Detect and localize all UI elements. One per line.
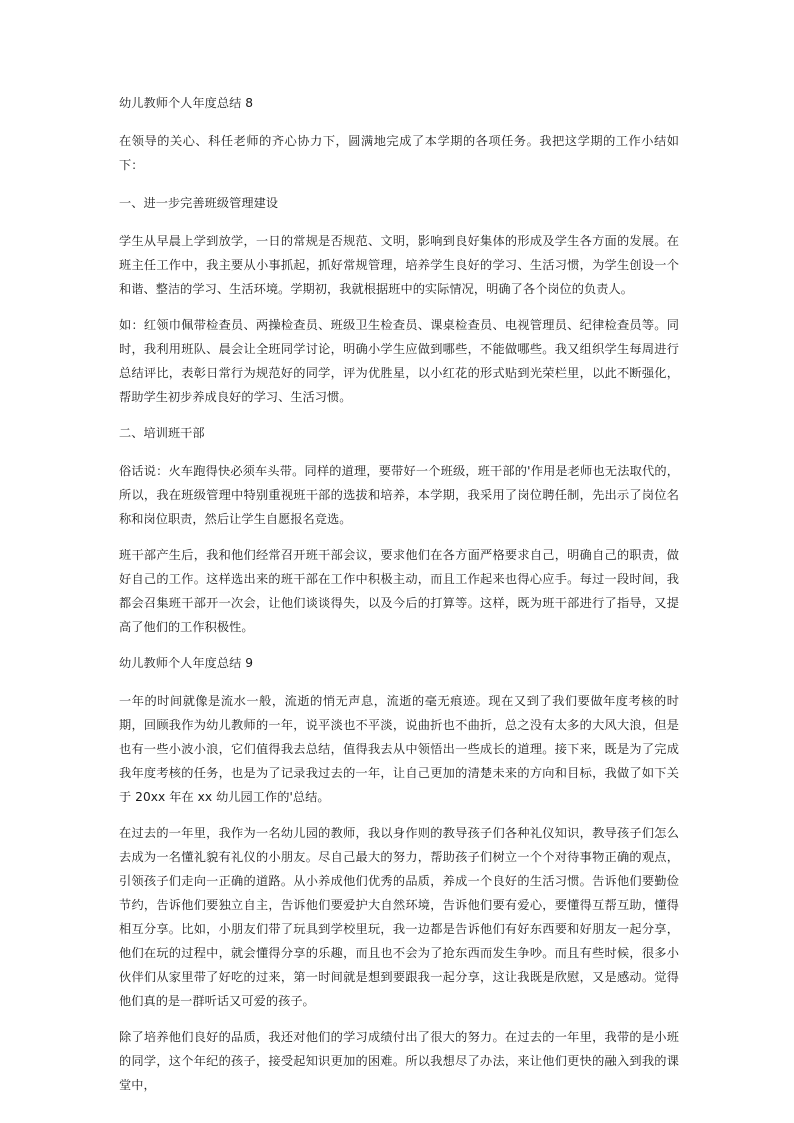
- intro-paragraph: 在领导的关心、科任老师的齐心协力下，圆满地完成了本学期的各项任务。我把这学期的工作小结如下：: [119, 134, 679, 172]
- paragraph-daily-routine: 学生从早晨上学到放学，一日的常规是否规范、文明，影响到良好集体的形成及学生各方面的发展。在班主任工作中，我主要从小事抓起，抓好常规管理，培养学生良好的学习、生活习惯，为学生创设一个和谐、整洁的学习、生活环境。学期初，我就根据班中的实际情况，明确了各个岗位的负责人。: [119, 234, 679, 296]
- document-page: [119, 91, 679, 1109]
- paragraph-inspectors: 如：红领巾佩带检查员、两操检查员、班级卫生检查员、课桌检查员、电视管理员、纪律检查员等。同时，我利用班队、晨会让全班同学讨论，明确小学生应做到哪些，不能做哪些。我又组织学生每周进行总结评比，表彰日常行为规范好的同学，评为优胜星，以小红花的形式贴到光荣栏里，以此不断强化，帮助学生初步养成良好的学习、生活习惯。: [119, 318, 679, 404]
- subheading-class-management: 一、进一步完善班级管理建设: [119, 196, 279, 210]
- section-title-8: 幼儿教师个人年度总结 8: [119, 96, 254, 110]
- paragraph-learning: 除了培养他们良好的品质，我还对他们的学习成绩付出了很大的努力。在过去的一年里，我带的是小班的同学，这个年纪的孩子，接受起知识更加的困难。所以我想尽了办法，来让他们更快的融入到我的课堂中，: [119, 1030, 679, 1092]
- paragraph-proverb: 俗话说：火车跑得快必须车头带。同样的道理，要带好一个班级，班干部的'作用是老师也无法取代的，所以，我在班级管理中特别重视班干部的选拔和培养，本学期，我采用了岗位聘任制，先出示了岗位名称和岗位职责，然后让学生自愿报名竞选。: [119, 464, 679, 526]
- paragraph-etiquette: 在过去的一年里，我作为一名幼儿园的教师，我以身作则的教导孩子们各种礼仪知识，教导孩子们怎么去成为一名懂礼貌有礼仪的小朋友。尽自己最大的努力，帮助孩子们树立一个个对待事物正确的观点，引领孩子们走向一正确的道路。从小养成他们优秀的品质，养成一个良好的生活习惯。告诉他们要勤俭节约，告诉他们要独立自主，告诉他们要爱护大自然环境，告诉他们要有爱心，要懂得互帮互助，懂得相互分享。比如，小朋友们带了玩具到学校里玩，我一边都是告诉他们有好东西要和好朋友一起分享，他们在玩的过程中，就会懂得分享的乐趣，而且也不会为了抢东西而发生争吵。而且有些时候，很多小伙伴们从家里带了好吃的过来，第一时间就是想到要跟我一起分享，这让我既是欣慰，又是感动。觉得他们真的是一群听话又可爱的孩子。: [119, 826, 679, 1008]
- paragraph-year-review: 一年的时间就像是流水一般，流逝的悄无声息，流逝的毫无痕迹。现在又到了我们要做年度考核的时期，回顾我作为幼儿教师的一年，说平淡也不平淡，说曲折也不曲折，总之没有太多的大风大浪，但是也有一些小波小浪，它们值得我去总结，值得我去从中领悟出一些成长的道理。接下来，既是为了完成我年度考核的任务，也是为了记录我过去的一年，让自己更加的清楚未来的方向和目标，我做了如下关于 20xx 年在 xx 幼儿园工作的'总结。: [119, 694, 679, 804]
- section-title-9: 幼儿教师个人年度总结 9: [119, 656, 254, 670]
- paragraph-cadre-meetings: 班干部产生后，我和他们经常召开班干部会议，要求他们在各方面严格要求自己，明确自己的职责，做好自己的工作。这样选出来的班干部在工作中积极主动，而且工作起来也得心应手。每过一段时间，我都会召集班干部开一次会，让他们谈谈得失，以及今后的打算等。这样，既为班干部进行了指导，又提高了他们的工作积极性。: [119, 548, 679, 634]
- subheading-class-cadres: 二、培训班干部: [119, 426, 205, 440]
